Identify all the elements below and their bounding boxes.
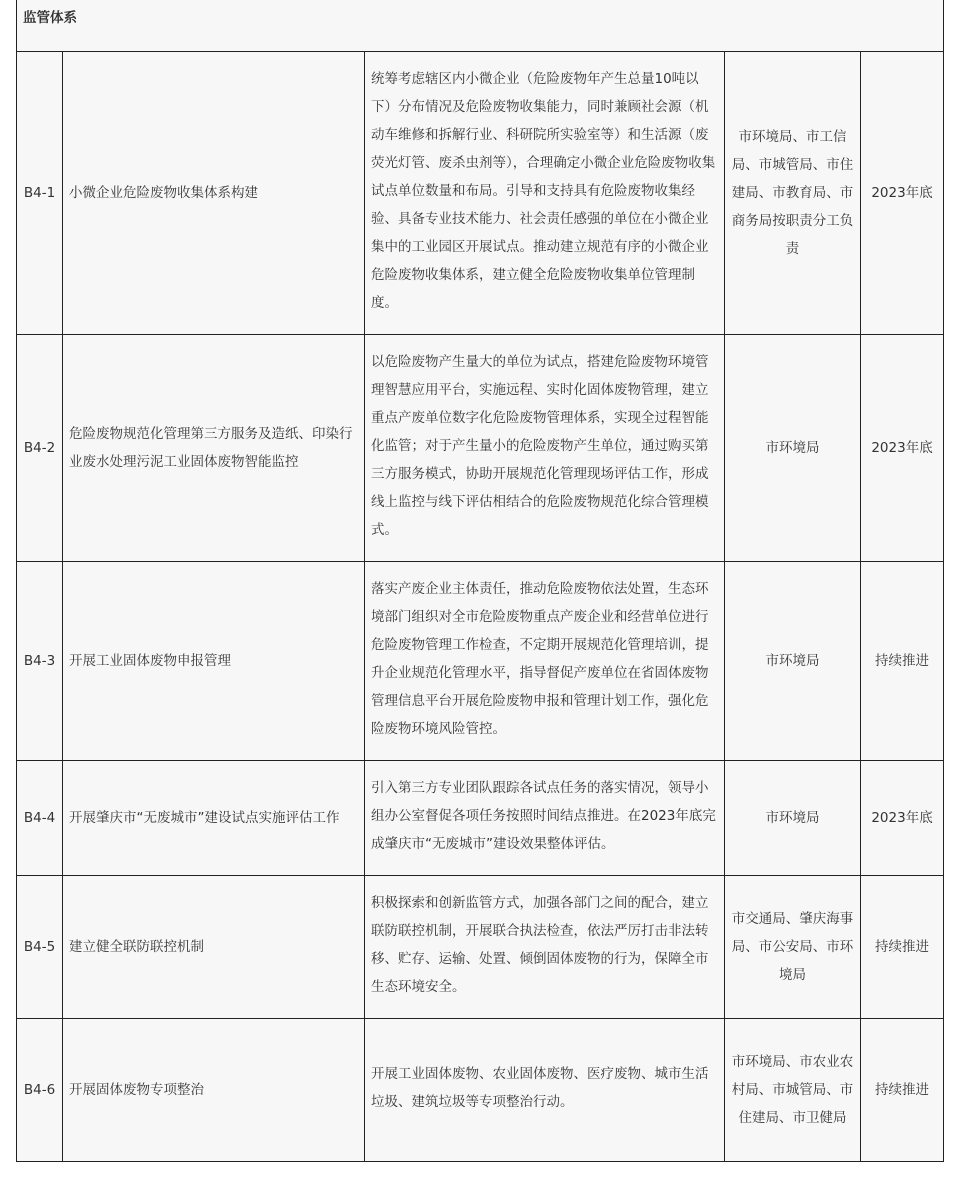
- responsible-department: 市环境局、市农业农村局、市城管局、市住建局、市卫健局: [725, 1019, 861, 1162]
- responsible-department: 市环境局: [725, 562, 861, 761]
- task-name: 开展固体废物专项整治: [63, 1019, 365, 1162]
- section-title: 监管体系: [17, 0, 944, 52]
- task-description: 引入第三方专业团队跟踪各试点任务的落实情况，领导小组办公室督促各项任务按照时间结点推进。在2023年底完成肇庆市“无废城市”建设效果整体评估。: [365, 761, 725, 876]
- task-name: 开展工业固体废物申报管理: [63, 562, 365, 761]
- task-name: 危险废物规范化管理第三方服务及造纸、印染行业废水处理污泥工业固体废物智能监控: [63, 335, 365, 562]
- responsible-department: 市环境局: [725, 335, 861, 562]
- deadline: 2023年底: [861, 761, 944, 876]
- task-description: 统筹考虑辖区内小微企业（危险废物年产生总量10吨以下）分布情况及危险废物收集能力，同时兼顾社会源（机动车维修和拆解行业、科研院所实验室等）和生活源（废荧光灯管、废杀虫剂等），合理确定小微企业危险废物收集试点单位数量和布局。引导和支持具有危险废物收集经验、具备专业技术能力、社会责任感强的单位在小微企业集中的工业园区开展试点。推动建立规范有序的小微企业危险废物收集体系，建立健全危险废物收集单位管理制度。: [365, 52, 725, 335]
- supervision-table: [16, 0, 944, 1162]
- task-name: 小微企业危险废物收集体系构建: [63, 52, 365, 335]
- deadline: 持续推进: [861, 562, 944, 761]
- task-description: 落实产废企业主体责任，推动危险废物依法处置，生态环境部门组织对全市危险废物重点产废企业和经营单位进行危险废物管理工作检查，不定期开展规范化管理培训，提升企业规范化管理水平，指导督促产废单位在省固体废物管理信息平台开展危险废物申报和管理计划工作，强化危险废物环境风险管控。: [365, 562, 725, 761]
- task-id: B4-5: [17, 876, 63, 1019]
- task-name: 开展肇庆市“无废城市”建设试点实施评估工作: [63, 761, 365, 876]
- task-description: 积极探索和创新监管方式，加强各部门之间的配合，建立联防联控机制，开展联合执法检查，依法严厉打击非法转移、贮存、运输、处置、倾倒固体废物的行为，保障全市生态环境安全。: [365, 876, 725, 1019]
- responsible-department: 市环境局、市工信局、市城管局、市住建局、市教育局、市商务局按职责分工负责: [725, 52, 861, 335]
- deadline: 持续推进: [861, 876, 944, 1019]
- task-id: B4-2: [17, 335, 63, 562]
- task-id: B4-4: [17, 761, 63, 876]
- task-description: 开展工业固体废物、农业固体废物、医疗废物、城市生活垃圾、建筑垃圾等专项整治行动。: [365, 1019, 725, 1162]
- deadline: 2023年底: [861, 335, 944, 562]
- task-description: 以危险废物产生量大的单位为试点，搭建危险废物环境管理智慧应用平台，实施远程、实时化固体废物管理，建立重点产废单位数字化危险废物管理体系，实现全过程智能化监管；对于产生量小的危险废物产生单位，通过购买第三方服务模式，协助开展规范化管理现场评估工作，形成线上监控与线下评估相结合的危险废物规范化综合管理模式。: [365, 335, 725, 562]
- table-row: [17, 335, 944, 562]
- table-row: [17, 761, 944, 876]
- table-row: [17, 562, 944, 761]
- task-id: B4-1: [17, 52, 63, 335]
- task-name: 建立健全联防联控机制: [63, 876, 365, 1019]
- section-header-row: [17, 0, 944, 52]
- responsible-department: 市环境局: [725, 761, 861, 876]
- table-row: [17, 1019, 944, 1162]
- responsible-department: 市交通局、肇庆海事局、市公安局、市环境局: [725, 876, 861, 1019]
- task-id: B4-3: [17, 562, 63, 761]
- task-id: B4-6: [17, 1019, 63, 1162]
- table-row: [17, 876, 944, 1019]
- deadline: 持续推进: [861, 1019, 944, 1162]
- deadline: 2023年底: [861, 52, 944, 335]
- table-row: [17, 52, 944, 335]
